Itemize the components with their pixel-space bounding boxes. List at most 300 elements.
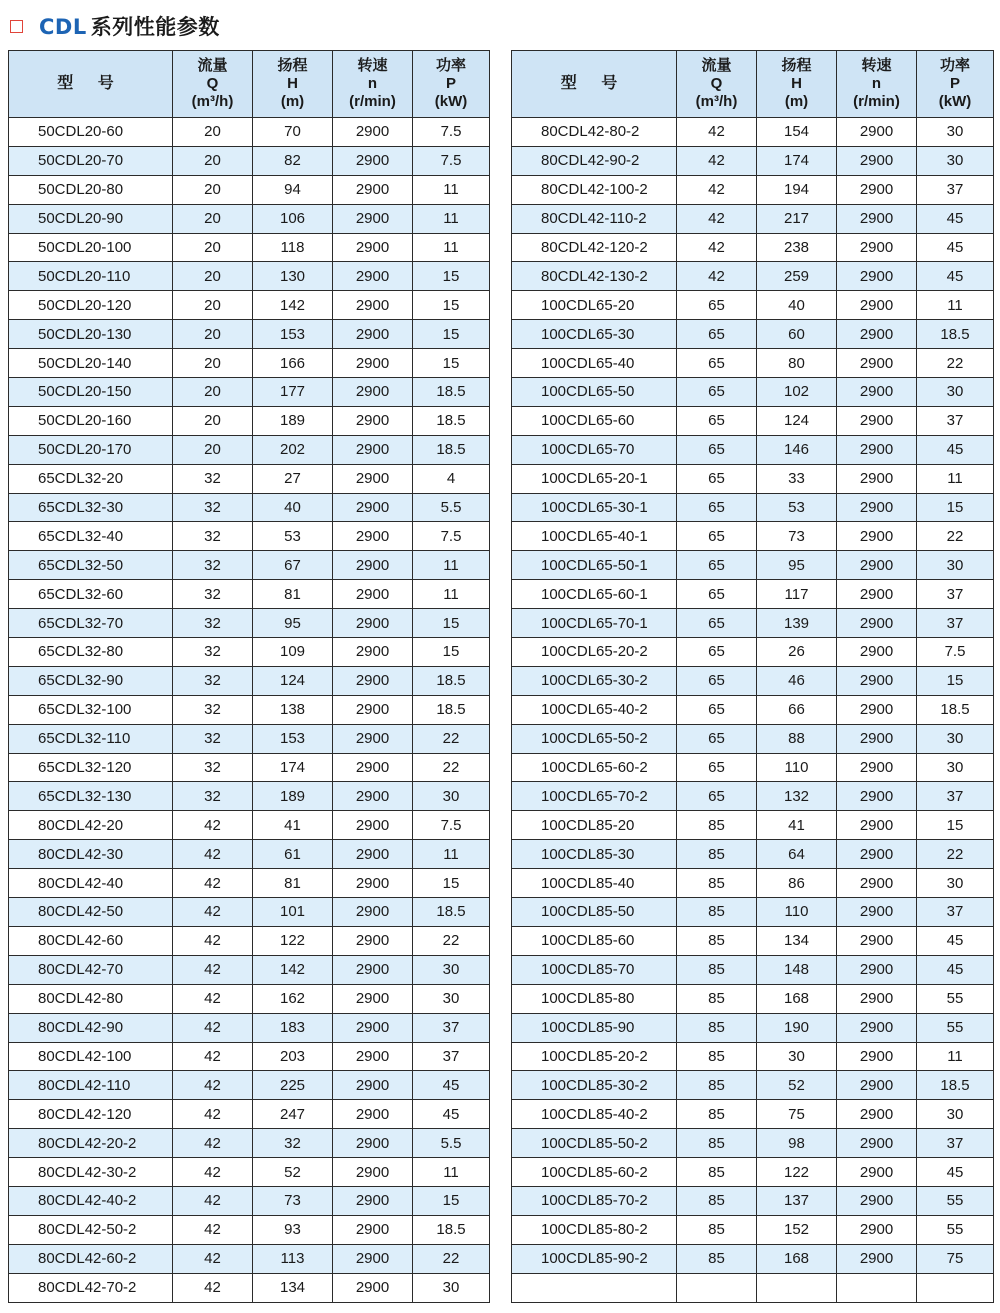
table-row [9, 638, 490, 667]
cell-head: 52 [253, 1158, 333, 1187]
cell-flow: 65 [677, 435, 757, 464]
cell-flow: 32 [173, 580, 253, 609]
table-row [9, 666, 490, 695]
cell-speed: 2900 [333, 1215, 413, 1244]
table-row [9, 146, 490, 175]
cell-speed: 2900 [837, 1186, 917, 1215]
cell-power: 55 [917, 1215, 994, 1244]
table-row [512, 753, 994, 782]
cell-flow: 42 [173, 984, 253, 1013]
cell-head: 95 [253, 609, 333, 638]
cell-head: 110 [757, 753, 837, 782]
table-row [9, 1013, 490, 1042]
cell-model: 100CDL85-50-2 [512, 1129, 677, 1158]
table-body-right [512, 118, 994, 1303]
cell-model: 100CDL85-70-2 [512, 1186, 677, 1215]
cell-model: 50CDL20-120 [9, 291, 173, 320]
cell-power: 45 [917, 955, 994, 984]
cell-model: 50CDL20-160 [9, 406, 173, 435]
cell-flow: 65 [677, 522, 757, 551]
table-body-left [9, 118, 490, 1303]
cell-power: 18.5 [413, 1215, 490, 1244]
cell-flow: 20 [173, 118, 253, 147]
cell-power: 18.5 [413, 898, 490, 927]
cell-head: 122 [253, 926, 333, 955]
cell-power: 22 [413, 753, 490, 782]
table-row [9, 1071, 490, 1100]
cell-flow: 65 [677, 638, 757, 667]
cell-speed: 2900 [837, 840, 917, 869]
cell-head: 137 [757, 1186, 837, 1215]
cell-flow: 42 [173, 1071, 253, 1100]
cell-model: 80CDL42-90-2 [512, 146, 677, 175]
table-row [9, 464, 490, 493]
cell-flow: 42 [677, 262, 757, 291]
cell-flow: 42 [173, 926, 253, 955]
cell-model: 100CDL65-30 [512, 320, 677, 349]
cell-power: 11 [917, 464, 994, 493]
table-row [512, 1244, 994, 1273]
cell-speed: 2900 [837, 695, 917, 724]
table-row [512, 1100, 994, 1129]
cell-flow: 20 [173, 320, 253, 349]
cell-speed: 2900 [837, 1244, 917, 1273]
cell-power: 18.5 [413, 378, 490, 407]
cell-model: 80CDL42-110-2 [512, 204, 677, 233]
cell-power: 30 [917, 551, 994, 580]
table-row [9, 609, 490, 638]
table-row [512, 666, 994, 695]
cell-flow [677, 1273, 757, 1302]
cell-speed: 2900 [333, 869, 413, 898]
cell-power: 7.5 [917, 638, 994, 667]
cell-power: 75 [917, 1244, 994, 1273]
cell-flow: 42 [173, 1042, 253, 1071]
table-row [9, 898, 490, 927]
cell-model: 100CDL65-40-2 [512, 695, 677, 724]
cell-flow: 42 [173, 811, 253, 840]
cell-model: 80CDL42-20 [9, 811, 173, 840]
cell-flow: 85 [677, 1158, 757, 1187]
cell-power: 22 [917, 349, 994, 378]
cell-speed: 2900 [837, 493, 917, 522]
cell-model: 80CDL42-110 [9, 1071, 173, 1100]
cell-speed: 2900 [333, 464, 413, 493]
cell-power: 15 [917, 666, 994, 695]
cell-power: 11 [917, 291, 994, 320]
cell-speed: 2900 [333, 1100, 413, 1129]
cell-flow: 42 [173, 898, 253, 927]
table-row [9, 551, 490, 580]
cell-power: 37 [917, 406, 994, 435]
cell-flow: 65 [677, 464, 757, 493]
table-row [9, 955, 490, 984]
table-row [512, 1215, 994, 1244]
cell-head: 124 [253, 666, 333, 695]
cell-flow: 20 [173, 349, 253, 378]
cell-speed: 2900 [333, 204, 413, 233]
cell-head: 189 [253, 406, 333, 435]
cell-speed: 2900 [837, 869, 917, 898]
table-row [512, 811, 994, 840]
cell-head: 142 [253, 955, 333, 984]
cell-model: 80CDL42-50 [9, 898, 173, 927]
cell-speed: 2900 [333, 1042, 413, 1071]
cell-speed: 2900 [333, 1158, 413, 1187]
cell-speed: 2900 [837, 406, 917, 435]
cell-power: 45 [413, 1100, 490, 1129]
cell-model: 65CDL32-100 [9, 695, 173, 724]
cell-head: 174 [253, 753, 333, 782]
cell-speed: 2900 [837, 1013, 917, 1042]
cell-speed: 2900 [333, 984, 413, 1013]
cell-speed: 2900 [837, 811, 917, 840]
table-row [512, 1013, 994, 1042]
cell-model: 100CDL85-60-2 [512, 1158, 677, 1187]
cell-flow: 65 [677, 493, 757, 522]
cell-head: 118 [253, 233, 333, 262]
cell-speed: 2900 [837, 1071, 917, 1100]
cell-flow: 20 [173, 291, 253, 320]
table-row [9, 1129, 490, 1158]
cell-speed: 2900 [333, 146, 413, 175]
cell-power: 37 [917, 580, 994, 609]
cell-model: 100CDL65-20 [512, 291, 677, 320]
cell-power: 15 [917, 811, 994, 840]
cell-model: 80CDL42-50-2 [9, 1215, 173, 1244]
cell-head: 194 [757, 175, 837, 204]
cell-speed: 2900 [837, 984, 917, 1013]
table-row [512, 840, 994, 869]
cell-head: 183 [253, 1013, 333, 1042]
cell-speed: 2900 [837, 435, 917, 464]
cell-power: 5.5 [413, 1129, 490, 1158]
cell-model: 80CDL42-120-2 [512, 233, 677, 262]
cell-speed: 2900 [837, 291, 917, 320]
table-row [512, 580, 994, 609]
cell-speed [837, 1273, 917, 1302]
cell-model: 100CDL65-50-2 [512, 724, 677, 753]
header-speed: 转速 n (r/min) [837, 51, 917, 118]
cell-speed: 2900 [837, 233, 917, 262]
table-row [9, 378, 490, 407]
header-model: 型 号 [9, 51, 173, 118]
header-head: 扬程 H (m) [253, 51, 333, 118]
cell-flow: 42 [677, 118, 757, 147]
table-row [9, 1273, 490, 1302]
cell-power: 7.5 [413, 118, 490, 147]
cell-model: 65CDL32-40 [9, 522, 173, 551]
cell-speed: 2900 [837, 118, 917, 147]
cell-speed: 2900 [333, 811, 413, 840]
cell-speed: 2900 [333, 1013, 413, 1042]
cell-head: 110 [757, 898, 837, 927]
cell-model: 100CDL85-30 [512, 840, 677, 869]
cell-power: 11 [413, 840, 490, 869]
cell-model: 100CDL65-70-2 [512, 782, 677, 811]
cell-speed: 2900 [333, 1244, 413, 1273]
cell-flow: 65 [677, 695, 757, 724]
cell-power: 45 [917, 233, 994, 262]
cell-head: 73 [253, 1186, 333, 1215]
table-row [512, 1273, 994, 1302]
cell-model: 100CDL85-50 [512, 898, 677, 927]
table-row [512, 1186, 994, 1215]
cell-model: 100CDL65-40 [512, 349, 677, 378]
cell-model: 65CDL32-30 [9, 493, 173, 522]
cell-speed: 2900 [333, 695, 413, 724]
cell-speed: 2900 [837, 753, 917, 782]
cell-power: 37 [917, 175, 994, 204]
cell-speed: 2900 [837, 926, 917, 955]
cell-head: 142 [253, 291, 333, 320]
table-row [512, 638, 994, 667]
cell-flow: 32 [173, 464, 253, 493]
cell-head: 148 [757, 955, 837, 984]
cell-head: 101 [253, 898, 333, 927]
header-flow: 流量 Q (m³/h) [173, 51, 253, 118]
cell-power: 37 [917, 609, 994, 638]
cell-flow: 32 [173, 493, 253, 522]
table-row [512, 1042, 994, 1071]
cell-head: 86 [757, 869, 837, 898]
cell-power: 30 [917, 753, 994, 782]
cell-model: 65CDL32-120 [9, 753, 173, 782]
cell-model: 100CDL85-80-2 [512, 1215, 677, 1244]
cell-speed: 2900 [333, 926, 413, 955]
checkbox-square-icon [10, 20, 23, 33]
cell-model: 100CDL85-40-2 [512, 1100, 677, 1129]
cell-power: 11 [413, 1158, 490, 1187]
cell-model: 65CDL32-20 [9, 464, 173, 493]
cell-model: 100CDL65-60-1 [512, 580, 677, 609]
cell-head: 60 [757, 320, 837, 349]
cell-flow: 85 [677, 811, 757, 840]
cell-head: 168 [757, 984, 837, 1013]
cell-model: 80CDL42-40 [9, 869, 173, 898]
cell-head: 189 [253, 782, 333, 811]
cell-flow: 32 [173, 753, 253, 782]
cell-speed: 2900 [333, 291, 413, 320]
cell-head: 95 [757, 551, 837, 580]
cell-power: 11 [413, 175, 490, 204]
cell-power: 18.5 [413, 695, 490, 724]
cell-head: 130 [253, 262, 333, 291]
cell-power: 18.5 [413, 435, 490, 464]
cell-model: 80CDL42-120 [9, 1100, 173, 1129]
cell-speed: 2900 [333, 898, 413, 927]
cell-head: 259 [757, 262, 837, 291]
cell-speed: 2900 [837, 378, 917, 407]
cell-speed: 2900 [837, 1100, 917, 1129]
table-row [512, 984, 994, 1013]
cell-model: 50CDL20-110 [9, 262, 173, 291]
cell-head: 122 [757, 1158, 837, 1187]
table-row [9, 926, 490, 955]
cell-head: 102 [757, 378, 837, 407]
cell-power: 37 [917, 898, 994, 927]
cell-power: 37 [917, 1129, 994, 1158]
cell-head: 106 [253, 204, 333, 233]
cell-flow: 85 [677, 1215, 757, 1244]
table-row [9, 204, 490, 233]
cell-flow: 65 [677, 551, 757, 580]
cell-flow: 65 [677, 406, 757, 435]
cell-power: 30 [413, 782, 490, 811]
table-row [512, 464, 994, 493]
cell-head: 153 [253, 320, 333, 349]
cell-head: 61 [253, 840, 333, 869]
cell-power: 22 [413, 724, 490, 753]
cell-power: 18.5 [917, 1071, 994, 1100]
cell-flow: 42 [173, 1129, 253, 1158]
cell-head: 41 [253, 811, 333, 840]
cell-flow: 85 [677, 984, 757, 1013]
cell-head [757, 1273, 837, 1302]
title-label: 系列性能参数 [90, 15, 220, 39]
cell-head: 98 [757, 1129, 837, 1158]
cell-flow: 42 [677, 146, 757, 175]
cell-head: 124 [757, 406, 837, 435]
table-row [512, 955, 994, 984]
cell-power: 15 [413, 609, 490, 638]
cell-power: 45 [413, 1071, 490, 1100]
cell-head: 40 [253, 493, 333, 522]
cell-head: 88 [757, 724, 837, 753]
cell-head: 225 [253, 1071, 333, 1100]
cell-flow: 85 [677, 1244, 757, 1273]
table-row [512, 609, 994, 638]
cell-flow: 42 [677, 175, 757, 204]
cell-head: 80 [757, 349, 837, 378]
cell-model: 50CDL20-150 [9, 378, 173, 407]
cell-power: 15 [413, 291, 490, 320]
cell-power: 55 [917, 1013, 994, 1042]
cell-head: 203 [253, 1042, 333, 1071]
cell-speed: 2900 [333, 233, 413, 262]
table-row [512, 782, 994, 811]
cell-speed: 2900 [333, 1186, 413, 1215]
cell-power: 30 [917, 146, 994, 175]
table-row [9, 406, 490, 435]
title-text [39, 11, 220, 41]
cell-flow: 42 [173, 1244, 253, 1273]
cell-model: 65CDL32-50 [9, 551, 173, 580]
cell-flow: 42 [173, 1100, 253, 1129]
cell-power: 15 [413, 869, 490, 898]
cell-head: 134 [757, 926, 837, 955]
table-row [9, 869, 490, 898]
cell-flow: 42 [173, 1215, 253, 1244]
cell-speed: 2900 [333, 522, 413, 551]
table-row [9, 233, 490, 262]
cell-head: 81 [253, 580, 333, 609]
cell-flow: 32 [173, 695, 253, 724]
cell-power: 30 [413, 955, 490, 984]
table-row [512, 378, 994, 407]
table-row [9, 984, 490, 1013]
cell-model: 100CDL65-20-2 [512, 638, 677, 667]
cell-head: 217 [757, 204, 837, 233]
cell-model: 100CDL65-60-2 [512, 753, 677, 782]
cell-flow: 85 [677, 1129, 757, 1158]
cell-model: 50CDL20-130 [9, 320, 173, 349]
cell-power: 15 [917, 493, 994, 522]
cell-model: 50CDL20-90 [9, 204, 173, 233]
cell-speed: 2900 [837, 262, 917, 291]
cell-speed: 2900 [837, 349, 917, 378]
cell-speed: 2900 [837, 522, 917, 551]
table-row [9, 1215, 490, 1244]
table-row [512, 262, 994, 291]
cell-speed: 2900 [837, 666, 917, 695]
cell-model: 50CDL20-140 [9, 349, 173, 378]
cell-model: 100CDL85-90-2 [512, 1244, 677, 1273]
cell-head: 67 [253, 551, 333, 580]
header-power: 功率 P (kW) [413, 51, 490, 118]
cell-speed: 2900 [837, 724, 917, 753]
cell-speed: 2900 [837, 609, 917, 638]
cell-speed: 2900 [837, 782, 917, 811]
cell-head: 30 [757, 1042, 837, 1071]
cell-flow: 85 [677, 1071, 757, 1100]
cell-flow: 65 [677, 753, 757, 782]
cell-head: 52 [757, 1071, 837, 1100]
cell-flow: 65 [677, 609, 757, 638]
cell-power: 37 [413, 1013, 490, 1042]
cell-head: 152 [757, 1215, 837, 1244]
cell-flow: 85 [677, 955, 757, 984]
cell-flow: 32 [173, 666, 253, 695]
cell-flow: 32 [173, 724, 253, 753]
table-row [9, 782, 490, 811]
title-code: CDL [39, 15, 87, 39]
cell-power: 4 [413, 464, 490, 493]
cell-power: 11 [413, 551, 490, 580]
cell-head: 94 [253, 175, 333, 204]
cell-head: 33 [757, 464, 837, 493]
cell-flow: 65 [677, 349, 757, 378]
cell-head: 82 [253, 146, 333, 175]
cell-flow: 65 [677, 724, 757, 753]
cell-flow: 20 [173, 146, 253, 175]
cell-head: 146 [757, 435, 837, 464]
cell-model: 100CDL65-70 [512, 435, 677, 464]
cell-flow: 42 [173, 955, 253, 984]
cell-power: 7.5 [413, 522, 490, 551]
cell-head: 32 [253, 1129, 333, 1158]
cell-head: 73 [757, 522, 837, 551]
table-row [9, 320, 490, 349]
cell-power: 15 [413, 349, 490, 378]
cell-model: 65CDL32-80 [9, 638, 173, 667]
cell-speed: 2900 [837, 1042, 917, 1071]
cell-model: 65CDL32-70 [9, 609, 173, 638]
cell-power: 15 [413, 1186, 490, 1215]
cell-speed: 2900 [333, 1273, 413, 1302]
cell-power: 11 [413, 580, 490, 609]
table-row [512, 1071, 994, 1100]
cell-model: 50CDL20-170 [9, 435, 173, 464]
cell-speed: 2900 [333, 493, 413, 522]
cell-model: 65CDL32-90 [9, 666, 173, 695]
table-row [512, 320, 994, 349]
cell-model: 80CDL42-40-2 [9, 1186, 173, 1215]
cell-flow: 65 [677, 291, 757, 320]
header-speed: 转速 n (r/min) [333, 51, 413, 118]
cell-speed: 2900 [837, 320, 917, 349]
cell-power: 45 [917, 435, 994, 464]
